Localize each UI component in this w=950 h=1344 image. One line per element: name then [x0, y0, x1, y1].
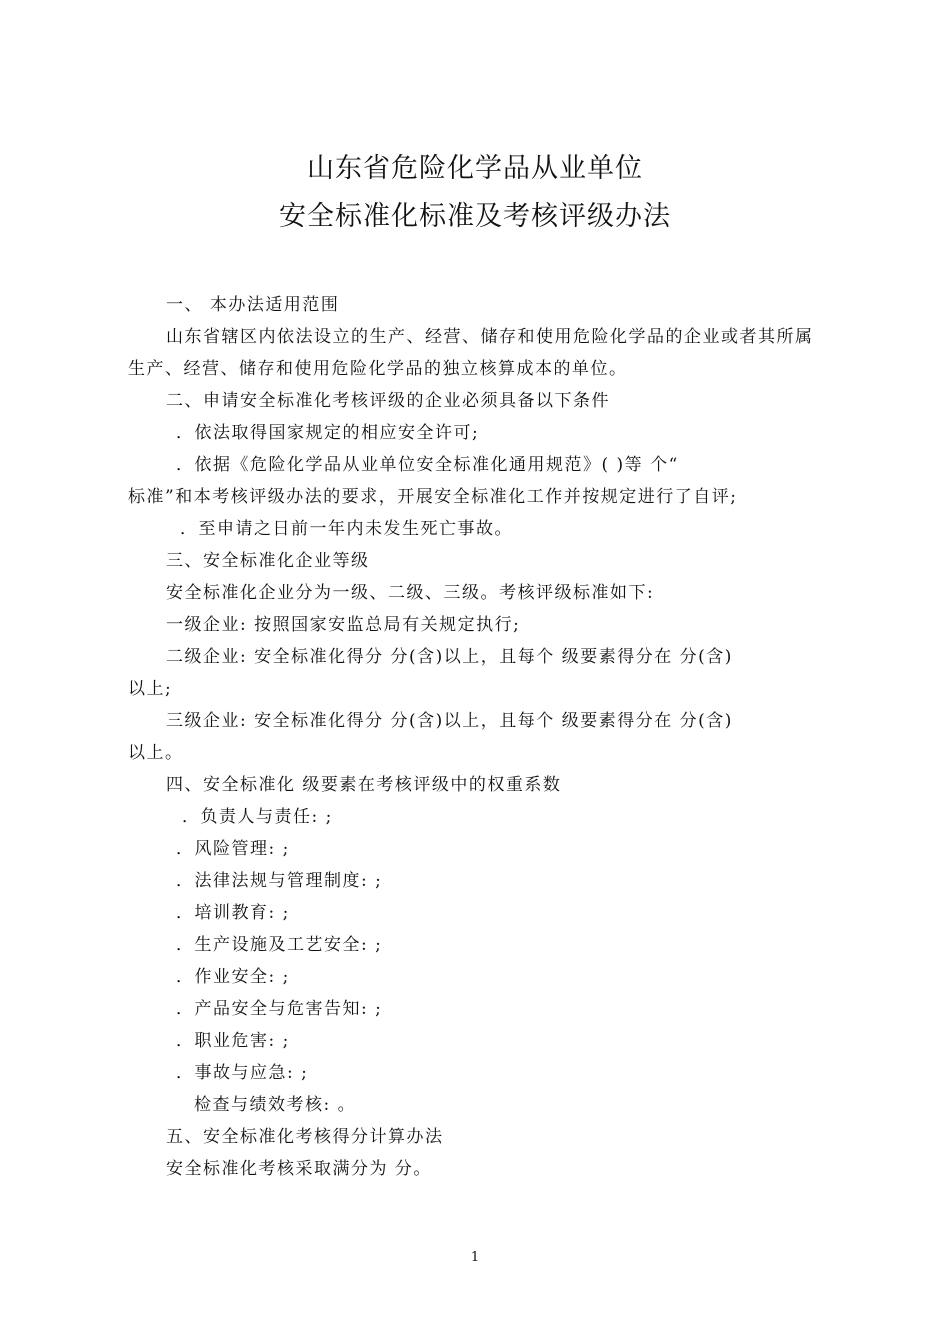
paragraph-line: 以上; [128, 679, 173, 699]
list-item: ．职业危害: ; [176, 1031, 290, 1051]
paragraph-line: 以上。 [128, 743, 184, 763]
paragraph-line: 安全标准化考核采取满分为 分。 [166, 1159, 432, 1179]
paragraph-line: 生产、经营、储存和使用危险化学品的独立核算成本的单位。 [128, 359, 628, 379]
section-1-heading: 一、 本办法适用范围 [166, 295, 340, 315]
list-item: ．法律法规与管理制度: ; [176, 871, 383, 891]
section-3-heading: 三、安全标准化企业等级 [166, 551, 370, 571]
list-item: ．负责人与责任: ; [182, 807, 333, 827]
section-4-heading: 四、安全标准化 级要素在考核评级中的权重系数 [166, 775, 562, 795]
list-item: ．产品安全与危害告知: ; [176, 999, 383, 1019]
paragraph-line: 标准”和本考核评级办法的要求，开展安全标准化工作并按规定进行了自评; [128, 487, 738, 507]
section-5-heading: 五、安全标准化考核得分计算办法 [166, 1127, 444, 1147]
list-item: ．生产设施及工艺安全: ; [176, 935, 383, 955]
list-item: ．培训教育: ; [176, 903, 290, 923]
title-line-2: 安全标准化标准及考核评级办法 [279, 201, 671, 232]
page-number: 1 [470, 1250, 480, 1265]
list-item: ．依法取得国家规定的相应安全许可; [176, 423, 480, 443]
list-item: ．依据《危险化学品从业单位安全标准化通用规范》( )等 个“ [176, 455, 679, 475]
paragraph-line: 山东省辖区内依法设立的生产、经营、储存和使用危险化学品的企业或者其所属 [166, 327, 814, 347]
list-item: 检查与绩效考核: 。 [194, 1095, 357, 1115]
list-item: ．风险管理: ; [176, 839, 290, 859]
section-2-heading: 二、申请安全标准化考核评级的企业必须具备以下条件 [166, 391, 610, 411]
paragraph-line: 三级企业: 安全标准化得分 分(含)以上，且每个 级要素得分在 分(含) [166, 711, 733, 731]
paragraph-line: 一级企业: 按照国家安监总局有关规定执行; [166, 615, 521, 635]
list-item: ．作业安全: ; [176, 967, 290, 987]
paragraph-line: 二级企业: 安全标准化得分 分(含)以上，且每个 级要素得分在 分(含) [166, 647, 733, 667]
title-line-1: 山东省危险化学品从业单位 [307, 153, 643, 184]
list-item: ．事故与应急: ; [176, 1063, 309, 1083]
paragraph-line: 安全标准化企业分为一级、二级、三级。考核评级标准如下: [166, 583, 655, 603]
list-item: ．至申请之日前一年内未发生死亡事故。 [180, 519, 513, 539]
